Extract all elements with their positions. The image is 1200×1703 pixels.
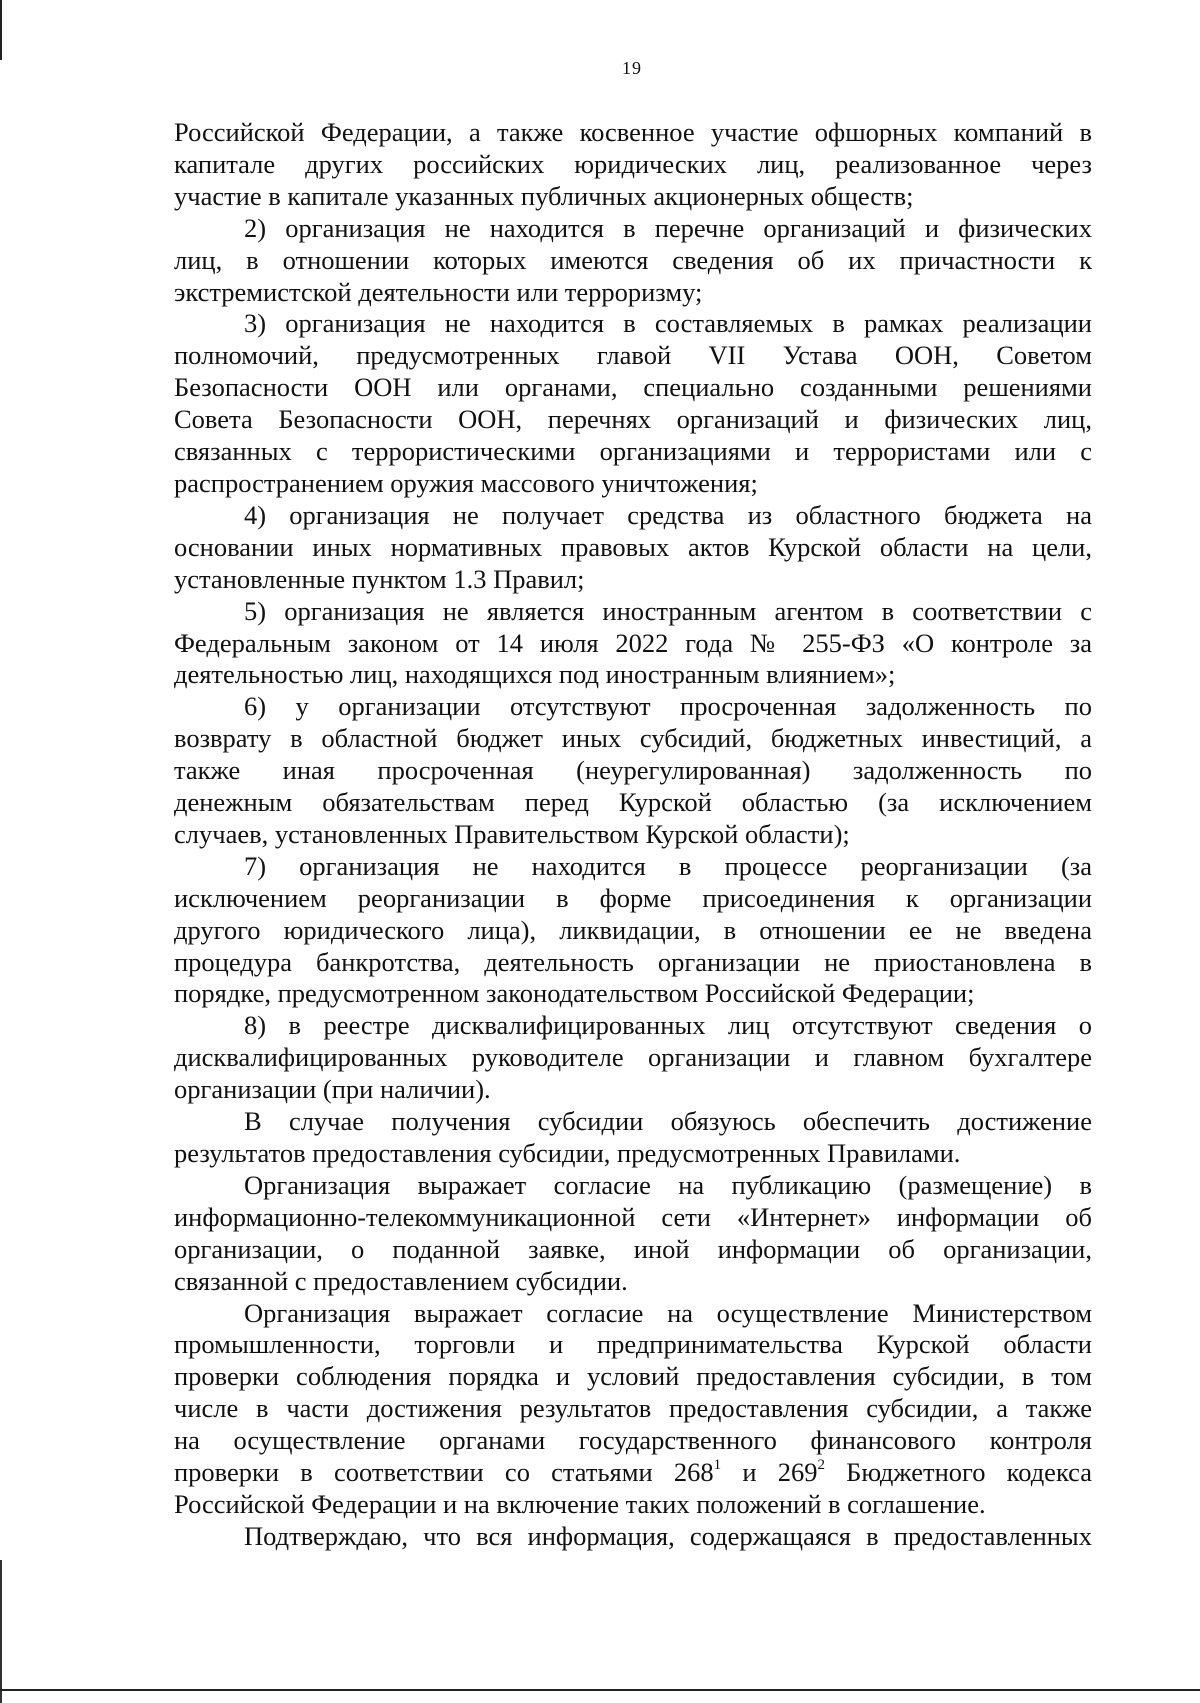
text-line: организации, о поданной заявке, иной информации об организации, bbox=[174, 1233, 1092, 1264]
text-line: порядке, предусмотренном законодательством Российской Федерации; bbox=[174, 978, 975, 1009]
superscript: 2 bbox=[817, 1457, 825, 1474]
text-line: другого юридического лица), ликвидации, в отношении ее не введена bbox=[174, 914, 1092, 945]
text-line: полномочий, предусмотренных главой VII Устава ООН, Советом bbox=[174, 340, 1092, 371]
text-line: установленные пунктом 1.3 Правил; bbox=[174, 563, 585, 594]
text-line: капитале других российских юридических лиц, реализованное через bbox=[174, 148, 1092, 179]
text-line: Подтверждаю, что вся информация, содержащаяся в предоставленных bbox=[244, 1520, 1092, 1551]
text-line: Безопасности ООН или органами, специально созданными решениями bbox=[174, 372, 1092, 403]
superscript: 1 bbox=[713, 1457, 722, 1474]
page-number: 19 bbox=[622, 58, 642, 78]
text-line: Организация выражает согласие на публикацию (размещение) в bbox=[244, 1169, 1092, 1200]
text-line: 5) организация не является иностранным агентом в соответствии с bbox=[244, 595, 1092, 626]
text-line: исключением реорганизации в форме присоединения к организации bbox=[174, 882, 1092, 913]
text-line: информационно-телекоммуникационной сети «Интернет» информации об bbox=[174, 1201, 1092, 1232]
text-line: основании иных нормативных правовых актов Курской области на цели, bbox=[174, 531, 1092, 562]
text-line: возврату в областной бюджет иных субсидий, бюджетных инвестиций, а bbox=[174, 723, 1092, 754]
text-line: связанной с предоставлением субсидии. bbox=[174, 1265, 628, 1296]
text-line: промышленности, торговли и предпринимательства Курской области bbox=[174, 1329, 1092, 1360]
document-body bbox=[174, 117, 1092, 1553]
text-segment: Бюджетного кодекса bbox=[824, 1457, 1093, 1488]
text-line: 4) организация не получает средства из областного бюджета на bbox=[244, 499, 1092, 530]
text-line: Федеральным законом от 14 июля 2022 года № 255-ФЗ «О контроле за bbox=[174, 627, 1092, 658]
scan-edge-line bbox=[0, 1689, 1200, 1691]
text-line: проверки соблюдения порядка и условий предоставления субсидии, в том bbox=[174, 1361, 1092, 1392]
text-line: Российской Федерации и на включение таких положений в соглашение. bbox=[174, 1488, 986, 1519]
text-line: 7) организация не находится в процессе реорганизации (за bbox=[244, 850, 1092, 881]
text-line: участие в капитале указанных публичных акционерных обществ; bbox=[174, 180, 914, 211]
text-line: организации (при наличии). bbox=[174, 1074, 491, 1105]
text-line: деятельностью лиц, находящихся под иностранным влиянием»; bbox=[174, 659, 896, 690]
text-line: связанных с террористическими организациями и террористами или с bbox=[174, 436, 1092, 467]
text-line: 8) в реестре дисквалифицированных лиц отсутствуют сведения о bbox=[244, 1010, 1092, 1041]
text-line: В случае получения субсидии обязуюсь обеспечить достижение bbox=[244, 1106, 1092, 1137]
text-line: дисквалифицированных руководителе организации и главном бухгалтере bbox=[174, 1042, 1092, 1073]
text-line: 3) организация не находится в составляемых в рамках реализации bbox=[244, 308, 1092, 339]
text-line: Совета Безопасности ООН, перечнях организаций и физических лиц, bbox=[174, 404, 1092, 435]
text-line: 2) организация не находится в перечне организаций и физических bbox=[244, 212, 1092, 243]
text-line: денежным обязательствам перед Курской областью (за исключением bbox=[174, 787, 1092, 818]
text-line: распространением оружия массового уничтожения; bbox=[174, 467, 758, 498]
text-line-with-superscripts bbox=[174, 1457, 1092, 1489]
text-line: экстремистской деятельности или терроризму; bbox=[174, 276, 703, 307]
text-line: Российской Федерации, а также косвенное участие офшорных компаний в bbox=[174, 117, 1092, 147]
text-line: случаев, установленных Правительством Курской области); bbox=[174, 818, 850, 849]
text-line: на осуществление органами государственного финансового контроля bbox=[174, 1425, 1092, 1456]
scan-edge-mark bbox=[0, 0, 2, 60]
text-segment: проверки в соответствии со статьями 268 bbox=[174, 1457, 714, 1488]
text-line: процедура банкротства, деятельность организации не приостановлена в bbox=[174, 946, 1092, 977]
text-line: Организация выражает согласие на осуществление Министерством bbox=[244, 1297, 1092, 1328]
text-segment: и 269 bbox=[721, 1457, 818, 1488]
text-line: числе в части достижения результатов предоставления субсидии, а также bbox=[174, 1393, 1092, 1424]
text-line: лиц, в отношении которых имеются сведения об их причастности к bbox=[174, 244, 1092, 275]
text-line: также иная просроченная (неурегулированная) задолженность по bbox=[174, 755, 1092, 786]
text-line: 6) у организации отсутствуют просроченная задолженность по bbox=[244, 691, 1092, 722]
text-line: результатов предоставления субсидии, предусмотренных Правилами. bbox=[174, 1138, 961, 1168]
scan-edge-mark bbox=[0, 1560, 2, 1703]
